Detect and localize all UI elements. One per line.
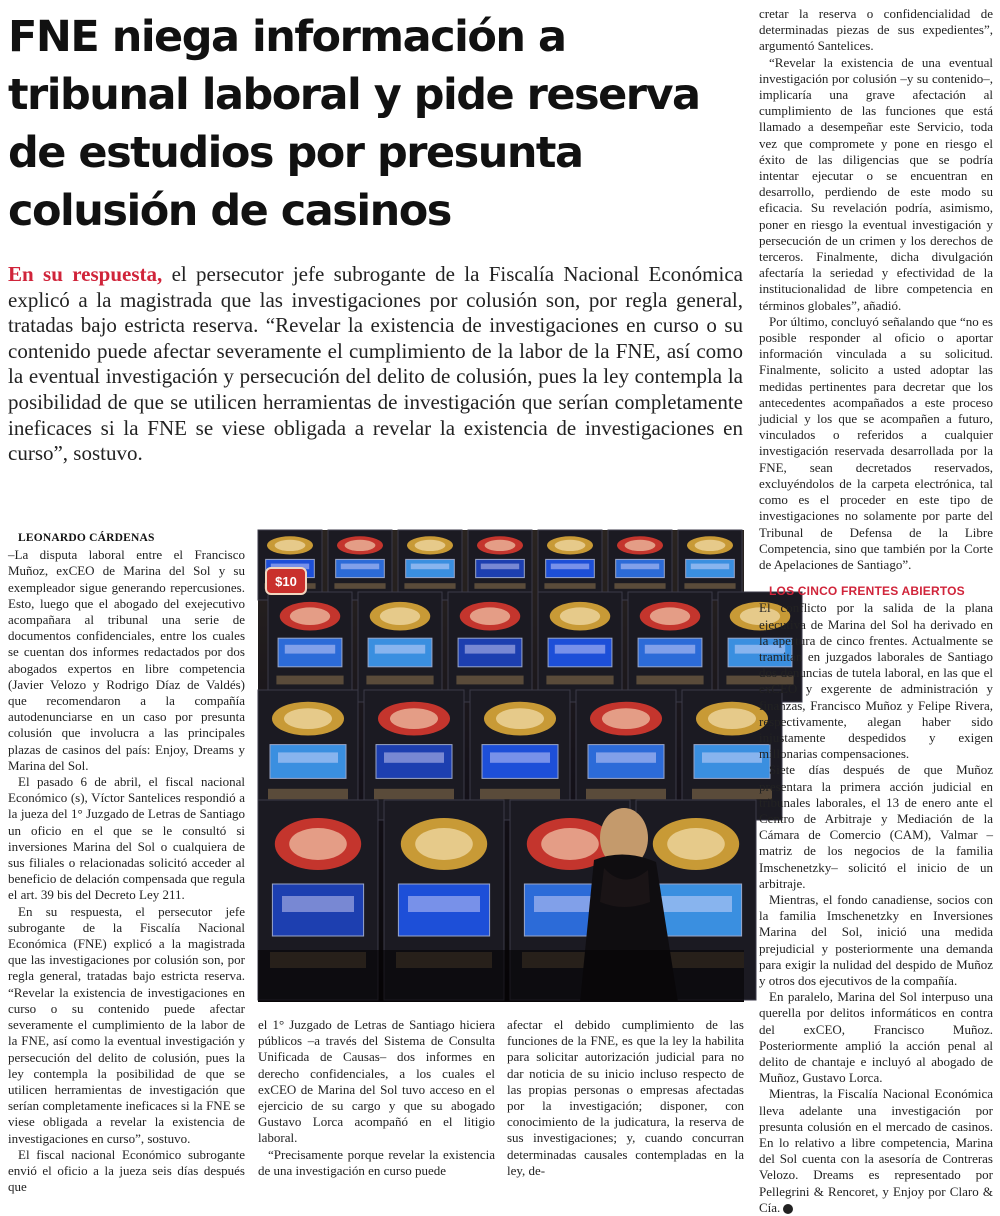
slot-machine-screen-highlight — [408, 896, 480, 912]
slot-machines-illustration — [258, 530, 744, 1002]
slot-machine-screen-highlight — [702, 752, 762, 762]
col4-paragraph-2: “Revelar la existencia de una eventual investigación por colusión –y su contenido–, implicaría una grave afectación al cumplimiento de las funciones que está llamado a desempeñar este Servicio, toda vez que compromete y pone en riesgo el éxito de las diligencias que se podría intentar ejecutar o se encuentran en desarrollo, perdiendo de este modo su eficacia. Su revelación podría, asimismo, poner en riesgo la eventual investigación y persecución de un crimen y los derechos de terceros. Finalmente, dicha divulgación afectaría la seriedad y efectividad de la institucionalidad de libre competencia en términos globales”, añadió. — [759, 54, 993, 313]
slot-machine-screen-highlight — [465, 645, 515, 654]
slot-machine-topper-glow — [541, 828, 599, 860]
slot-machine-topper-glow — [289, 828, 347, 860]
casino-photo — [258, 530, 744, 1002]
slot-machine-topper-glow — [650, 607, 690, 625]
col1-paragraph-3: En su respuesta, el persecutor jefe subrogante de la Fiscalía Nacional Económica (FNE) explicó a la magistrada que las investigaciones por colusión son, por regla general, tratadas bajo estricta reserva. “Revelar la existencia de investigaciones en curso o su contenido puede afectar severamente el cumplimiento de la labor de la FNE, así como la eventual investigación y persecución del delito de colusión, pues la ley contempla la posibilidad de que se utilicen herramientas de investigación que serían completamente ineficaces si la FNE se viese obligada a revelar la existencia de investigaciones en curso”, sostuvo. — [8, 903, 245, 1146]
col2-paragraph-2: “Precisamente porque revelar la existencia de una investigación en curso puede — [258, 1146, 495, 1178]
slot-machine-topper-glow — [555, 540, 586, 551]
col1-paragraph-2: El pasado 6 de abril, el fiscal nacional Económico (s), Víctor Santelices respondió a la jueza del 1° Juzgado de Letras de Santiago un oficio en el que se le consultó si inversiones Marina del Sol o cualquiera de sus filiales o relacionadas solicitó acceder al beneficio de delación compensada que regula el art. 39 bis del Decreto Ley 211. — [8, 774, 245, 903]
slot-machine-screen-highlight — [411, 564, 449, 570]
col4b-paragraph-1: El conflicto por la salida de la plana ejecutiva de Marina del Sol ha derivado en la apertura de cinco frentes. Actualmente se tramitan en juzgados laborales de Santiago dos denuncias de tutela laboral, en las que el exCEO y exgerente de administración y finanzas, Francisco Muñoz y Felipe Rivera, respectivamente, alegan haber sido injustamente despedidos y exigen millonarias compensaciones. — [759, 600, 993, 762]
headline — [8, 8, 738, 240]
col1-paragraph-1: –La disputa laboral entre el Francisco Muñoz, exCEO de Marina del Sol y su exempleador sigue generando repercusiones. Esto, luego que el abogado del exejecutivo acompañara al tribunal una serie de documentos confidenciales, entre los cuales se cuentan dos informes redactados por dos abogados expertos en libre competencia (Javier Velozo y Rodrigo Díaz de Valdés) que recomendaron a la compañía autodenunciarse en un caso por presunta colusión que involucra a las principales plazas de casinos del país: Enjoy, Dreams y Marina del Sol. — [8, 547, 245, 773]
slot-machine-button-panel — [546, 676, 613, 685]
slot-machine-screen-highlight — [645, 645, 695, 654]
slot-machine-screen-highlight — [551, 564, 589, 570]
article-column-2 — [258, 1017, 495, 1179]
slot-machine-button-panel — [276, 676, 343, 685]
slot-machine-topper-glow — [560, 607, 600, 625]
slot-machine-screen-highlight — [555, 645, 605, 654]
slot-machine-topper-glow — [708, 708, 756, 729]
price-sign — [266, 568, 306, 594]
slot-machine-button-panel — [586, 789, 666, 799]
article-column-3 — [507, 1017, 744, 1179]
lead-paragraph — [8, 262, 743, 467]
price-sign-text: $10 — [275, 574, 297, 589]
col3-paragraph-1: afectar el debido cumplimiento de las funciones de la FNE, es que la ley la habilita para solicitar autorización judicial para no dar noticia de su inicio incluso respecto de las propias personas o empresas afectadas por la investigación; disponer, con conocimiento de la judicatura, la reserva de sus investigaciones; y, cuando concurran determinadas causales contempladas en la ley, de- — [507, 1017, 744, 1178]
slot-machine-button-panel — [474, 583, 525, 589]
slot-machine-button-panel — [480, 789, 560, 799]
slot-machine-button-panel — [374, 789, 454, 799]
article-column-4 — [759, 6, 993, 1216]
slot-machine-topper-glow — [290, 607, 330, 625]
slot-machine-screen-highlight — [278, 752, 338, 762]
slot-machine-topper-glow — [695, 540, 726, 551]
col4b-paragraph-2: Siete días después de que Muñoz presentara la primera acción judicial en tribunales laborales, el 13 de enero ante el Centro de Arbitraje y Mediación de la Cámara de Comercio (CAM), Valmar –matriz de los negocios de la familia Imschenetzky– solicitó el inicio de un arbitraje. — [759, 762, 993, 891]
closing-text: Mientras, la Fiscalía Nacional Económica lleva adelante una investigación por presunta colusión en el mercado de casinos. En lo relativo a libre competencia, Marina del Sol cuenta con la asesoría de Contreras Velozo. Dreams es representado por Pellegrini & Rencoret, y Enjoy por Claro & Cía. — [759, 1086, 993, 1215]
byline: LEONARDO CÁRDENAS — [18, 532, 155, 544]
slot-machine-screen-highlight — [660, 896, 732, 912]
slot-machine-topper-glow — [415, 828, 473, 860]
slot-machine-topper-glow — [470, 607, 510, 625]
headline-line-3: de estudios por presunta — [8, 128, 583, 178]
end-of-article-icon — [783, 1204, 793, 1214]
slot-machine-screen-highlight — [596, 752, 656, 762]
slot-machine-topper-glow — [625, 540, 656, 551]
section-subhead: LOS CINCO FRENTES ABIERTOS — [769, 584, 965, 599]
slot-machine-button-panel — [544, 583, 595, 589]
article-column-1 — [8, 530, 245, 1195]
slot-machine-button-panel — [636, 676, 703, 685]
col4b-paragraph-5 — [759, 1086, 993, 1216]
col4b-paragraph-3: Mientras, el fondo canadiense, socios con la familia Imschenetzky en Inversiones Marina del Sol, inició una medida prejudicial y posteriormente una demanda para exigir la nulidad del despido de Muñoz y otros dos ejecutivos de la compañía. — [759, 891, 993, 988]
slot-machine-topper-glow — [390, 708, 438, 729]
headline-line-4: colusión de casinos — [8, 186, 451, 236]
lead-kicker: En su respuesta, — [8, 262, 163, 286]
slot-machine-topper-glow — [284, 708, 332, 729]
col2-paragraph-1: el 1° Juzgado de Letras de Santiago hiciera públicos –a través del Sistema de Consulta Unificada de Causas– dos informes en derecho confidenciales, a los cuales el exCEO de Marina del Sol tuvo acceso en el ejercicio de su cargo y que su abogado Gustavo Lorca acompañó en el litigio laboral. — [258, 1017, 495, 1146]
slot-machine-screen-highlight — [691, 564, 729, 570]
slot-machine-button-panel — [456, 676, 523, 685]
slot-machine-screen-highlight — [285, 645, 335, 654]
col1-paragraph-4: El fiscal nacional Económico subrogante envió el oficio a la jueza seis días después que — [8, 1146, 245, 1195]
slot-machine-topper-glow — [380, 607, 420, 625]
slot-machine-topper-glow — [667, 828, 725, 860]
col4-paragraph-3: Por último, concluyó señalando que “no es posible responder al oficio o aportar información vinculada a su solicitud. Finalmente, solicito a usted adoptar las medidas pertinentes para decretar que los antecedentes acompañados a este proceso judicial y los que se acompañen a futuro, vinculados o referidos a cualquier investigación reservada desarrollada por la FNE, sean decretados reservados, excluyéndolos de la carpeta electrónica, tal como es el proceder en este tipo de investigaciones no solamente por parte del Tribunal de Defensa de la Libre Competencia, sino que también por la Corte de Apelaciones de Santiago”. — [759, 313, 993, 572]
slot-machine-screen-highlight — [481, 564, 519, 570]
slot-machine-button-panel — [334, 583, 385, 589]
slot-machine-screen-highlight — [282, 896, 354, 912]
foreground-shadow — [258, 950, 744, 1002]
lead-text: el persecutor jefe subrogante de la Fiscalía Nacional Económica explicó a la magistrada que las investigaciones por colusión son, por regla general, tratadas bajo estricta reserva. “Revelar la existencia de investigaciones en curso o su contenido puede afectar severamente el cumplimiento de la labor de la FNE, así como la eventual investigación y persecución del delito de colusión, pues la ley contempla la posibilidad de que se utilicen herramientas de investigación que serían completamente ineficaces si la FNE se viese obligada a revelar la existencia de investigaciones en curso”, sostuvo. — [8, 262, 743, 466]
slot-machine-screen-highlight — [375, 645, 425, 654]
slot-machine-button-panel — [614, 583, 665, 589]
slot-machine-topper-glow — [415, 540, 446, 551]
slot-machine-screen-highlight — [490, 752, 550, 762]
slot-machine-button-panel — [268, 789, 348, 799]
slot-machine-button-panel — [366, 676, 433, 685]
col4-paragraph-1: cretar la reserva o confidencialidad de determinadas piezas de sus expedientes”, argumentó Santelices. — [759, 6, 993, 54]
headline-line-1: FNE niega información a — [8, 12, 566, 62]
headline-line-2: tribunal laboral y pide reserva — [8, 70, 700, 120]
slot-machine-topper-glow — [485, 540, 516, 551]
col4b-paragraph-4: En paralelo, Marina del Sol interpuso una querella por delitos informáticos en contra del exCEO, Francisco Muñoz. Posteriormente amplió la acción penal al delito de chantaje e incluyó al abogado de Muñoz, Gustavo Lorca. — [759, 989, 993, 1086]
slot-machine-rows — [258, 530, 802, 1000]
slot-machine-button-panel — [404, 583, 455, 589]
slot-machine-topper-glow — [496, 708, 544, 729]
slot-machine-screen-highlight — [384, 752, 444, 762]
slot-machine-button-panel — [684, 583, 735, 589]
slot-machine-screen-highlight — [341, 564, 379, 570]
slot-machine-topper-glow — [345, 540, 376, 551]
slot-machine-topper-glow — [602, 708, 650, 729]
slot-machine-screen-highlight — [621, 564, 659, 570]
slot-machine-topper-glow — [275, 540, 306, 551]
